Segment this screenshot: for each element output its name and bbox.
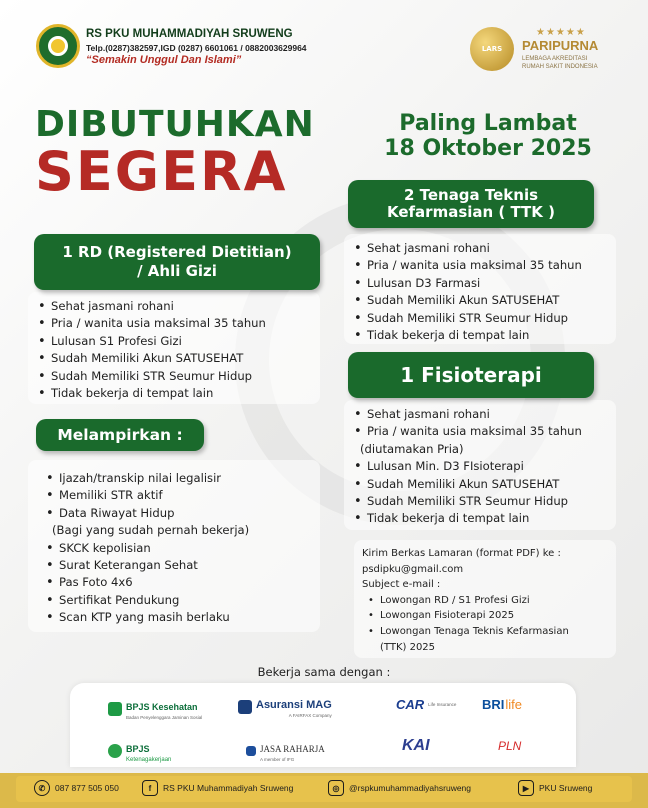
list-item: • Sudah Memiliki STR Seumur Hidup — [36, 368, 266, 385]
jasa-raharja-sub: A member of IFG — [260, 757, 295, 762]
bpjs-tk-icon — [108, 744, 122, 758]
list-item: (diutamakan Pria) — [360, 441, 464, 456]
logo-sun-icon — [48, 36, 68, 56]
list-item: • Pria / wanita usia maksimal 35 tahun — [352, 423, 582, 440]
accreditation-sub2: RUMAH SAKIT INDONESIA — [522, 64, 598, 70]
ttk-requirements — [352, 240, 582, 344]
bpjs-kesehatan-icon — [108, 702, 122, 716]
jasa-raharja-logo — [246, 739, 325, 762]
list-item: • Lowongan RD / S1 Profesi Gizi — [362, 593, 569, 609]
accreditation-title: PARIPURNA — [522, 38, 599, 53]
jasa-raharja-text: JASA RAHARJA — [260, 744, 325, 754]
list-item: • Pria / wanita usia maksimal 35 tahun — [352, 257, 582, 274]
hospital-phone: Telp.(0287)382597,IGD (0287) 6601061 / 0882003629964 — [86, 43, 307, 53]
list-item: • Ijazah/transkip nilai legalisir — [44, 470, 249, 487]
footer-instagram-text: @rspkumuhammadiyahsruweng — [349, 783, 472, 793]
partners-panel — [70, 683, 576, 767]
bpjs-kesehatan-logo — [108, 697, 202, 720]
list-item: • Lowongan Fisioterapi 2025 — [362, 608, 569, 624]
kai-logo — [402, 737, 430, 755]
footer-facebook-text: RS PKU Muhammadiyah Sruweng — [163, 783, 294, 793]
list-item: • Memiliki STR aktif — [44, 487, 249, 504]
list-item: • Sudah Memiliki Akun SATUSEHAT — [352, 476, 582, 493]
bpjs-ketenagakerjaan-logo — [108, 739, 171, 763]
list-item: (Bagi yang sudah pernah bekerja) — [52, 523, 250, 538]
position-rd-title — [34, 234, 320, 290]
lars-badge-text: LARS — [481, 45, 503, 53]
bri-life-text: life — [505, 697, 523, 712]
bpjs-tk-text: BPJS — [126, 744, 150, 754]
bpjs-kesehatan-text: BPJS Kesehatan — [126, 702, 198, 712]
hospital-logo — [36, 24, 80, 68]
list-item: • Sehat jasmani rohani — [352, 240, 582, 257]
rd-requirements — [36, 298, 266, 402]
list-item: • Lulusan D3 Farmasi — [352, 275, 582, 292]
accreditation-sub1: LEMBAGA AKREDITASI — [522, 56, 588, 62]
pln-logo — [498, 739, 521, 753]
list-item: • Sehat jasmani rohani — [36, 298, 266, 315]
position-fisio-title — [348, 352, 594, 398]
attachments-list — [44, 470, 249, 627]
list-item: • Data Riwayat Hidup — [44, 505, 249, 522]
submission-info — [362, 546, 569, 655]
list-item: • Scan KTP yang masih berlaku — [44, 609, 249, 626]
attachments-title — [36, 419, 204, 451]
list-item: • Lulusan Min. D3 FIsioterapi — [352, 458, 582, 475]
submission-subjects — [362, 593, 569, 655]
list-item: • Lulusan S1 Profesi Gizi — [36, 333, 266, 350]
asuransi-mag-logo — [238, 695, 332, 718]
bri-life-logo — [482, 697, 522, 712]
footer-instagram[interactable] — [328, 780, 471, 796]
list-item: • Surat Keterangan Sehat — [44, 557, 249, 574]
footer-whatsapp[interactable] — [34, 780, 119, 796]
car-sub: Life Insurance — [428, 702, 457, 707]
car-text: CAR — [396, 697, 425, 712]
bpjs-tk-sub: Ketenagakerjaan — [126, 757, 172, 763]
asuransi-mag-sub: A FAIRFAX Company — [288, 713, 332, 718]
list-item: • Sertifikat Pendukung — [44, 592, 249, 609]
footer-youtube-text: PKU Sruweng — [539, 783, 593, 793]
stars-icon: ★★★★★ — [536, 27, 586, 38]
headline-line2: SEGERA — [35, 140, 288, 203]
position-ttk-title — [348, 180, 594, 228]
deadline-line1: Paling Lambat — [399, 111, 577, 136]
asuransi-mag-icon — [238, 700, 252, 714]
list-item: • Tidak bekerja di tempat lain — [36, 385, 266, 402]
position-rd-title-text: 1 RD (Registered Dietitian) / Ahli Gizi — [62, 243, 292, 280]
submission-email[interactable]: psdipku@gmail.com — [362, 563, 464, 575]
list-item: • SKCK kepolisian — [44, 540, 249, 557]
list-item: • Tidak bekerja di tempat lain — [352, 327, 582, 344]
submission-subject-label: Subject e-mail : — [362, 579, 441, 591]
submission-intro: Kirim Berkas Lamaran (format PDF) ke : — [362, 548, 561, 559]
footer-facebook[interactable] — [142, 780, 293, 796]
list-item: • Pria / wanita usia maksimal 35 tahun — [36, 315, 266, 332]
instagram-icon: ◎ — [328, 780, 344, 796]
list-item: • Tidak bekerja di tempat lain — [352, 510, 582, 527]
list-item: • Sudah Memiliki Akun SATUSEHAT — [36, 350, 266, 367]
deadline-line2: 18 Oktober 2025 — [384, 136, 592, 161]
list-item: • Sudah Memiliki Akun SATUSEHAT — [352, 292, 582, 309]
hospital-name: RS PKU MUHAMMADIYAH SRUWENG — [86, 28, 293, 40]
kai-text: KAI — [402, 737, 430, 754]
hospital-tagline: “Semakin Unggul Dan Islami” — [86, 54, 242, 66]
lars-badge-icon — [470, 27, 514, 71]
list-item: • Sehat jasmani rohani — [352, 406, 582, 423]
footer-whatsapp-text: 087 877 505 050 — [55, 783, 119, 793]
headline-line1: DIBUTUHKAN — [35, 104, 315, 145]
youtube-icon: ▶ — [518, 780, 534, 796]
jasa-raharja-icon — [246, 746, 256, 756]
partners-label: Bekerja sama dengan : — [257, 665, 391, 679]
list-item: • Sudah Memiliki STR Seumur Hidup — [352, 310, 582, 327]
bpjs-kesehatan-sub: Badan Penyelenggara Jaminan Sosial — [126, 715, 203, 720]
list-item: • Pas Foto 4x6 — [44, 574, 249, 591]
fisio-requirements — [352, 406, 582, 528]
footer-youtube[interactable] — [518, 780, 592, 796]
car-logo — [396, 697, 456, 712]
position-ttk-title-text: 2 Tenaga Teknis Kefarmasian ( TTK ) — [386, 185, 555, 221]
position-fisio-title-text: 1 Fisioterapi — [400, 363, 542, 387]
attachments-title-text: Melampirkan : — [57, 426, 183, 444]
bri-text: BRI — [482, 697, 505, 712]
asuransi-mag-text: Asuransi MAG — [256, 699, 332, 711]
list-item: • Sudah Memiliki STR Seumur Hidup — [352, 493, 582, 510]
facebook-icon: f — [142, 780, 158, 796]
pln-text: PLN — [498, 739, 522, 753]
list-item: • Lowongan Tenaga Teknis Kefarmasian (TTK) 2025 — [362, 624, 569, 655]
whatsapp-icon: ✆ — [34, 780, 50, 796]
